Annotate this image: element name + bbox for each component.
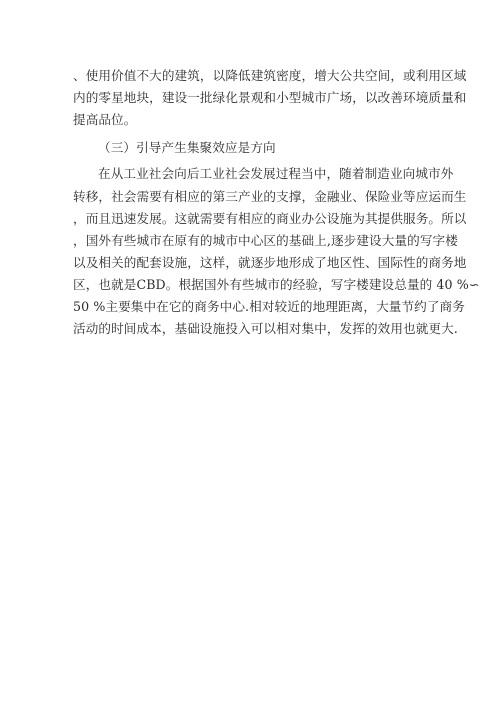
paragraph-line: 提高品位。: [73, 112, 137, 127]
paragraph-line: 、使用价值不大的建筑，以降低建筑密度，增大公共空间，或利用区域: [73, 68, 467, 83]
section-heading: （三）引导产生集聚效应是方向: [98, 140, 276, 155]
paragraph-line: 区，也就是CBD。根据国外有些城市的经验，写字楼建设总量的 40 %∽: [73, 277, 480, 292]
paragraph-line: 内的零星地块，建设一批绿化景观和小型城市广场，以改善环境质量和: [73, 90, 467, 105]
paragraph-line: 以及相关的配套设施，这样，就逐步地形成了地区性、国际性的商务地: [73, 255, 467, 270]
paragraph-line: 50 %主要集中在它的商务中心.相对较近的地理距离，大量节约了商务: [73, 299, 465, 314]
paragraph-line: 在从工业社会向后工业社会发展过程当中，随着制造业向城市外: [98, 166, 454, 181]
paragraph-line: 活动的时间成本，基础设施投入可以相对集中，发挥的效用也就更大.: [73, 321, 458, 336]
paragraph-line: ，国外有些城市在原有的城市中心区的基础上,逐步建设大量的写字楼: [73, 233, 458, 248]
paragraph-line: ，而且迅速发展。这就需要有相应的商业办公设施为其提供服务。所以: [73, 211, 467, 226]
paragraph-line: 转移，社会需要有相应的第三产业的支撑，金融业、保险业等应运而生: [73, 189, 467, 204]
